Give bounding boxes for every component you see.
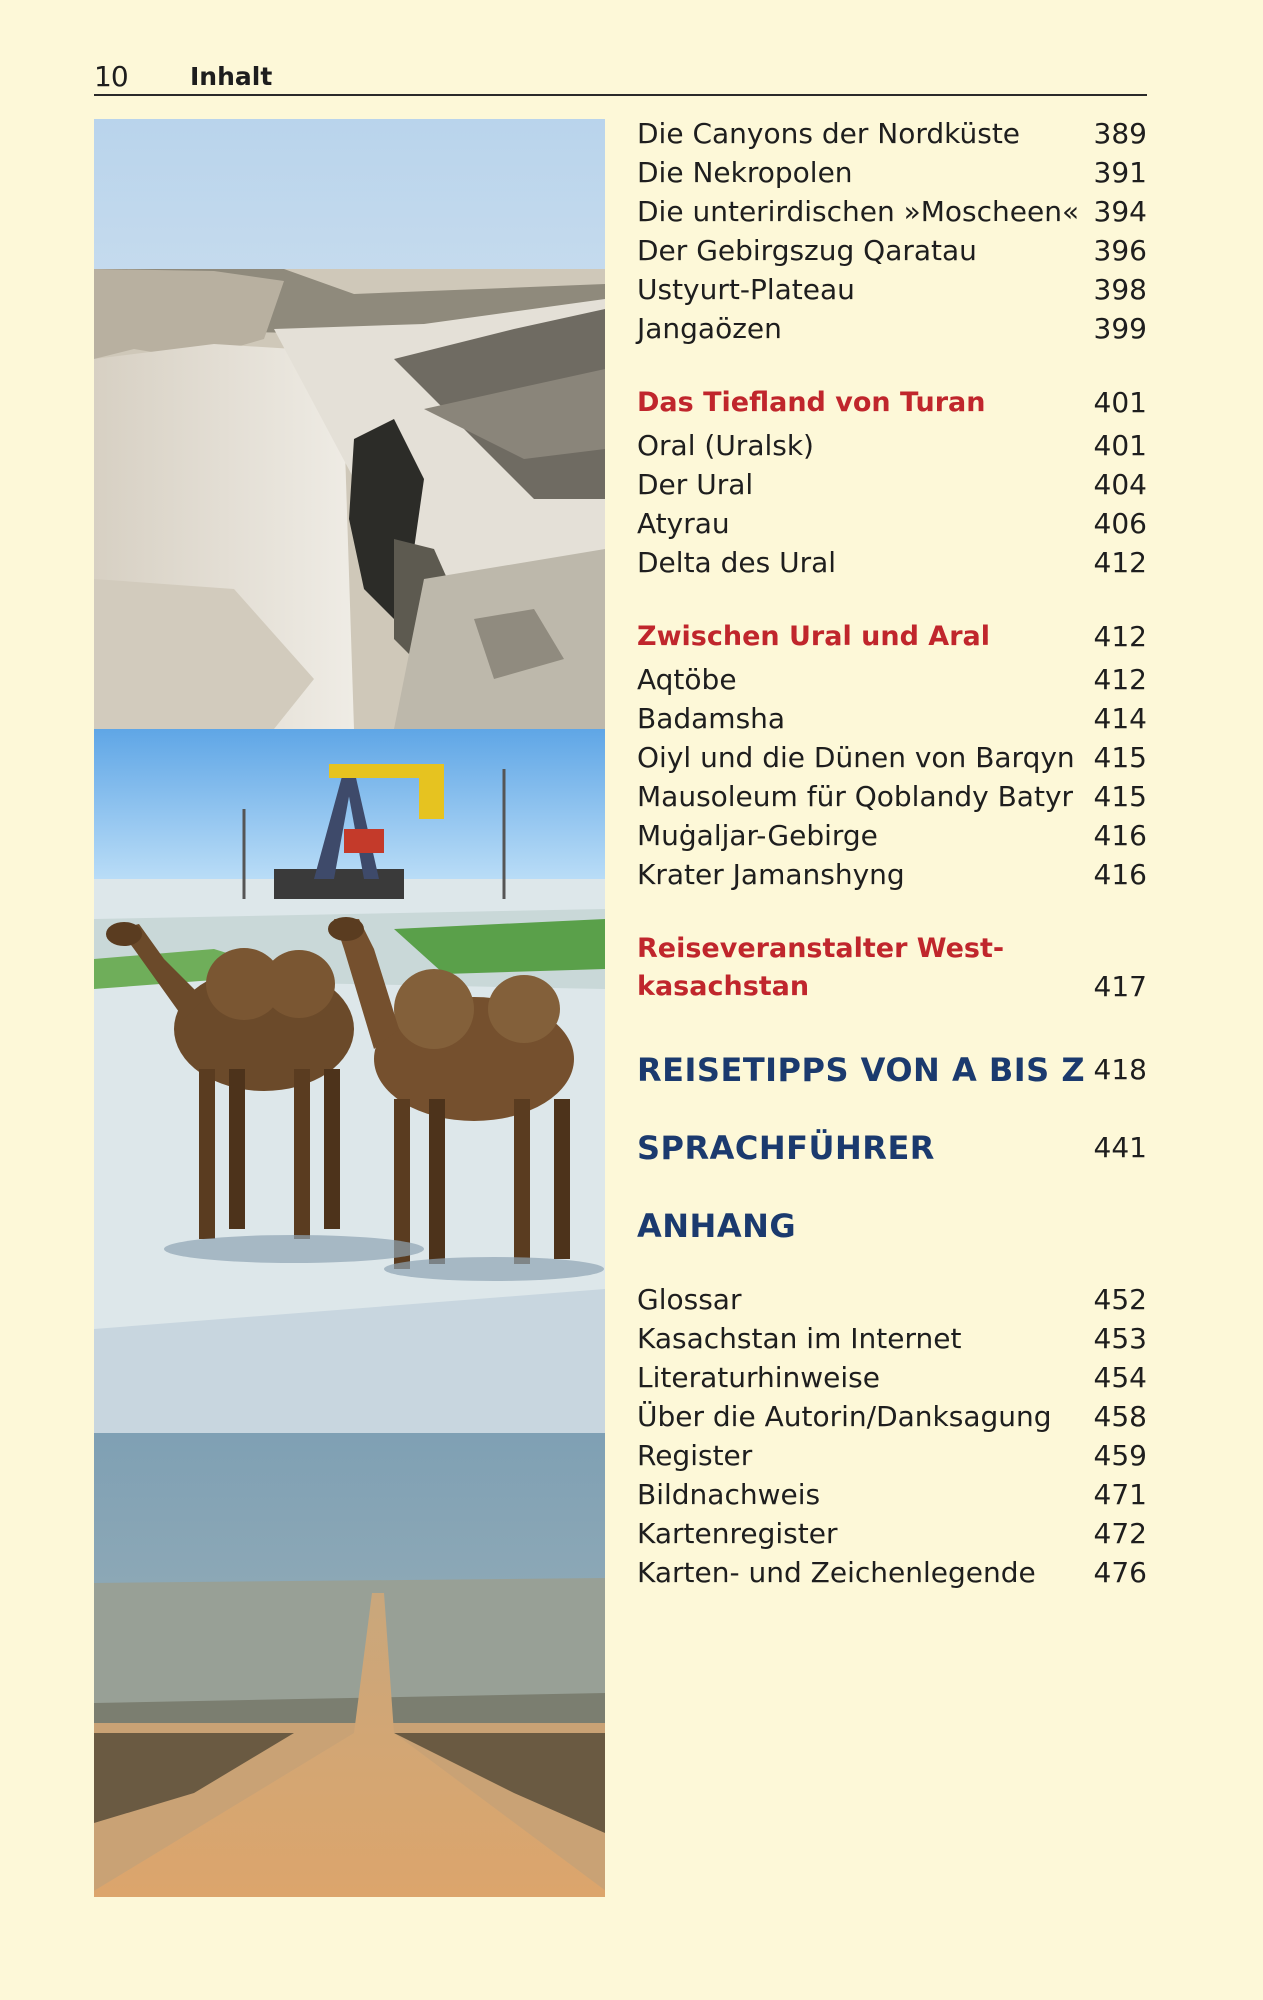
toc-entry bbox=[637, 467, 1147, 503]
toc-page-number: 458 bbox=[1093, 1400, 1147, 1433]
toc-page-number: 406 bbox=[1093, 507, 1147, 540]
toc-page-number: 412 bbox=[1093, 663, 1147, 696]
toc-page-number: 418 bbox=[1093, 1053, 1147, 1086]
toc-page-number: 389 bbox=[1093, 117, 1147, 150]
toc-page-number: 476 bbox=[1093, 1556, 1147, 1589]
toc-title: Atyrau bbox=[637, 507, 730, 540]
toc-page-number: 391 bbox=[1093, 156, 1147, 189]
toc-section-heading bbox=[637, 619, 1147, 655]
toc-page-number: 401 bbox=[1093, 429, 1147, 462]
toc-entry bbox=[637, 506, 1147, 542]
page-header bbox=[94, 58, 1147, 96]
toc-title: Reiseveranstalter West-kasachstan bbox=[637, 933, 1005, 1002]
camels-photo bbox=[94, 729, 605, 1433]
toc-title: Die unterirdischen »Moscheen« bbox=[637, 195, 1080, 228]
toc-page-number: 453 bbox=[1093, 1322, 1147, 1355]
toc-entry bbox=[637, 545, 1147, 581]
toc-title: Zwischen Ural und Aral bbox=[637, 621, 990, 652]
toc-page-number: 398 bbox=[1093, 273, 1147, 306]
toc-page-number: 412 bbox=[1093, 620, 1147, 653]
toc-entry bbox=[637, 233, 1147, 269]
toc-major-heading bbox=[637, 1052, 1147, 1088]
toc-entry bbox=[637, 1555, 1147, 1591]
canyon-photo bbox=[94, 119, 605, 729]
photo-strip bbox=[94, 119, 605, 1897]
toc-title: Krater Jamanshyng bbox=[637, 858, 905, 891]
toc-entry bbox=[637, 662, 1147, 698]
toc-entry bbox=[637, 311, 1147, 347]
toc-title: Kartenregister bbox=[637, 1517, 838, 1550]
toc-entry bbox=[637, 116, 1147, 152]
toc-title: Literaturhinweise bbox=[637, 1361, 880, 1394]
toc-page-number: 416 bbox=[1093, 819, 1147, 852]
toc-section-heading bbox=[637, 385, 1147, 421]
toc-entry bbox=[637, 428, 1147, 464]
toc-title: Die Nekropolen bbox=[637, 156, 853, 189]
toc-title: Aqtöbe bbox=[637, 663, 737, 696]
toc-title: Oiyl und die Dünen von Barqyn bbox=[637, 741, 1075, 774]
toc-title: Karten- und Zeichenlegende bbox=[637, 1556, 1036, 1589]
toc-entry bbox=[637, 701, 1147, 737]
toc-page-number: 396 bbox=[1093, 234, 1147, 267]
toc-title: Jangaözen bbox=[637, 312, 782, 345]
road-photo bbox=[94, 1433, 605, 1897]
toc-page-number: 471 bbox=[1093, 1478, 1147, 1511]
toc-entry bbox=[637, 1438, 1147, 1474]
toc-section-heading bbox=[637, 930, 1147, 1006]
toc-entry bbox=[637, 1321, 1147, 1357]
page-number: 10 bbox=[94, 60, 128, 93]
toc-page-number: 454 bbox=[1093, 1361, 1147, 1394]
toc-title: Die Canyons der Nordküste bbox=[637, 117, 1021, 150]
toc-title: Der Ural bbox=[637, 468, 754, 501]
toc-title: Der Gebirgszug Qaratau bbox=[637, 234, 977, 267]
toc-title: REISETIPPS VON A BIS Z bbox=[637, 1051, 1086, 1089]
toc-title: Delta des Ural bbox=[637, 546, 837, 579]
toc-title: Ustyurt-Plateau bbox=[637, 273, 855, 306]
toc-page-number: 399 bbox=[1093, 312, 1147, 345]
toc-title: Kasachstan im Internet bbox=[637, 1322, 962, 1355]
toc-major-heading bbox=[637, 1208, 1147, 1244]
toc-title: Bildnachweis bbox=[637, 1478, 821, 1511]
toc-title: Über die Autorin/Danksagung bbox=[637, 1400, 1052, 1433]
toc-page-number: 401 bbox=[1093, 386, 1147, 419]
toc-title: ANHANG bbox=[637, 1207, 797, 1245]
toc-entry bbox=[637, 155, 1147, 191]
toc-page-number: 412 bbox=[1093, 546, 1147, 579]
toc-title: Oral (Uralsk) bbox=[637, 429, 814, 462]
toc-entry bbox=[637, 272, 1147, 308]
toc-page-number: 416 bbox=[1093, 858, 1147, 891]
toc-page-number: 441 bbox=[1093, 1131, 1147, 1164]
toc-page-number: 415 bbox=[1093, 780, 1147, 813]
toc-page-number: 472 bbox=[1093, 1517, 1147, 1550]
toc-entry bbox=[637, 1282, 1147, 1318]
toc-page-number: 459 bbox=[1093, 1439, 1147, 1472]
toc-page-number: 417 bbox=[1093, 970, 1147, 1003]
toc-entry bbox=[637, 194, 1147, 230]
toc-entry bbox=[637, 779, 1147, 815]
toc-title: Badamsha bbox=[637, 702, 786, 735]
toc-entry bbox=[637, 1477, 1147, 1513]
toc-entry bbox=[637, 1399, 1147, 1435]
toc-page-number: 394 bbox=[1093, 195, 1147, 228]
toc-page-number: 415 bbox=[1093, 741, 1147, 774]
toc-entry bbox=[637, 1516, 1147, 1552]
toc-entry bbox=[637, 1360, 1147, 1396]
toc-title: SPRACHFÜHRER bbox=[637, 1129, 935, 1167]
toc-title: Mausoleum für Qoblandy Batyr bbox=[637, 780, 1074, 813]
toc-major-heading bbox=[637, 1130, 1147, 1166]
toc-title: Das Tiefland von Turan bbox=[637, 387, 986, 418]
toc-title: Muġaljar-Gebirge bbox=[637, 819, 878, 852]
toc-entry bbox=[637, 740, 1147, 776]
toc-title: Register bbox=[637, 1439, 753, 1472]
section-title: Inhalt bbox=[190, 62, 273, 91]
toc-entry bbox=[637, 818, 1147, 854]
toc-page-number: 452 bbox=[1093, 1283, 1147, 1316]
toc-title: Glossar bbox=[637, 1283, 742, 1316]
toc-page-number: 404 bbox=[1093, 468, 1147, 501]
toc-entry bbox=[637, 857, 1147, 893]
toc-page-number: 414 bbox=[1093, 702, 1147, 735]
